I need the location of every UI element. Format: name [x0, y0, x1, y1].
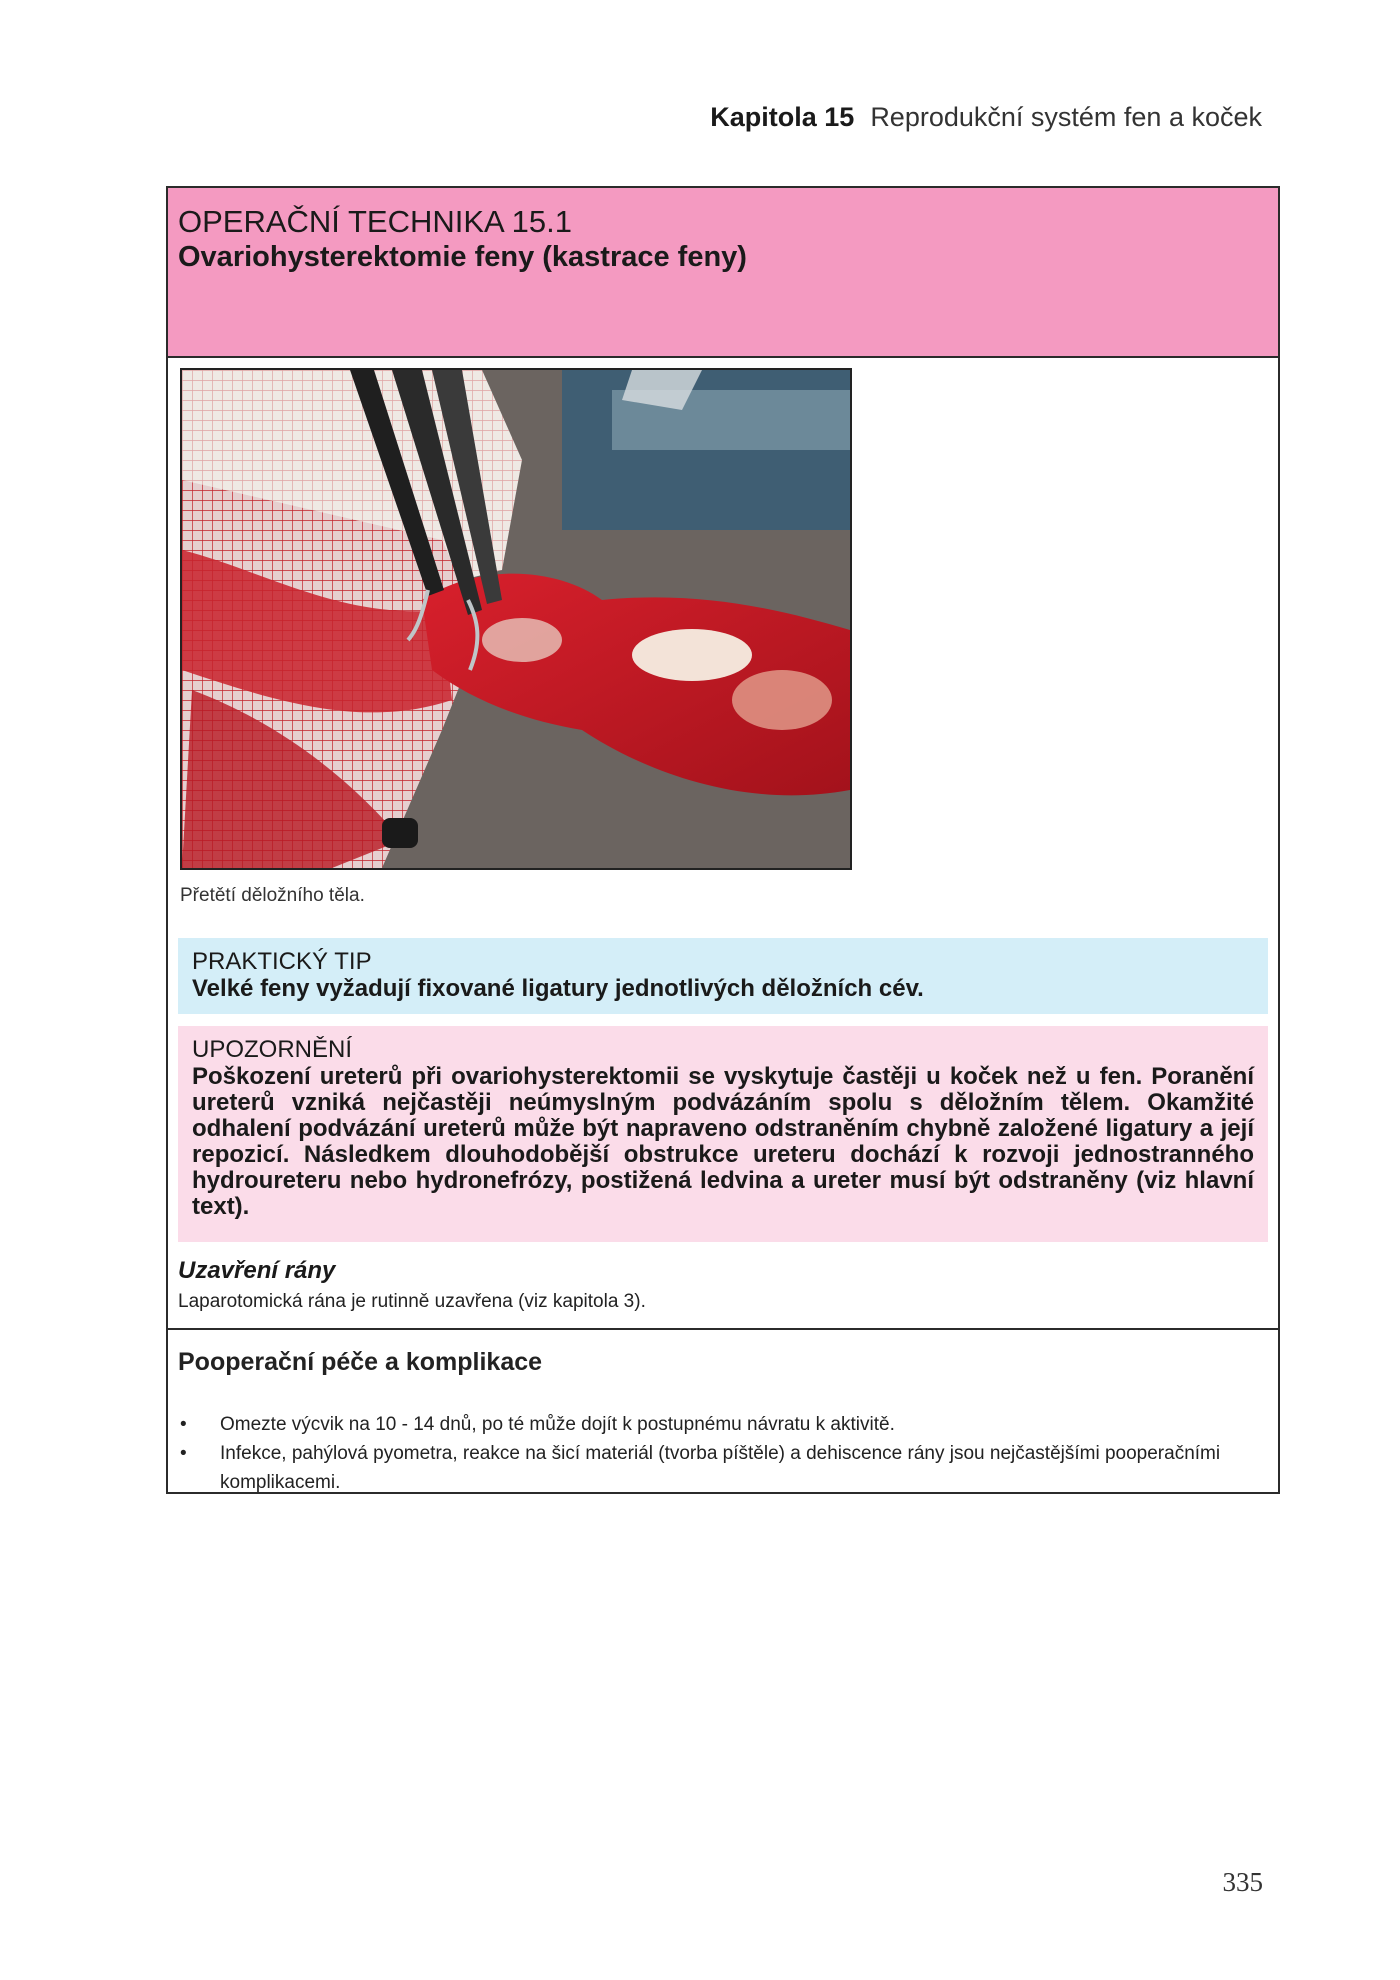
surgical-photo — [180, 368, 852, 870]
list-item-text: Infekce, pahýlová pyometra, reakce na šicí materiál (tvorba píštěle) a dehiscence rány jsou nejčastějšími pooperačními komplikacemi. — [220, 1443, 1221, 1493]
section-divider — [168, 1328, 1278, 1330]
figure-caption: Přetětí děložního těla. — [180, 885, 365, 906]
tip-text: Velké feny vyžadují fixované ligatury jednotlivých děložních cév. — [192, 975, 924, 1002]
technique-number: OPERAČNÍ TECHNIKA 15.1 — [178, 204, 572, 239]
page-number: 335 — [1222, 1867, 1263, 1897]
list-item — [178, 1410, 1258, 1439]
postop-list — [178, 1410, 1258, 1497]
list-item — [178, 1439, 1258, 1497]
practical-tip-box — [178, 938, 1268, 1014]
wound-closure-heading: Uzavření rány — [178, 1257, 336, 1284]
warning-label: UPOZORNĚNÍ — [192, 1036, 353, 1063]
warning-box — [178, 1026, 1268, 1242]
technique-subtitle: Ovariohysterektomie feny (kastrace feny) — [178, 241, 747, 273]
warning-text: Poškození ureterů při ovariohysterektomii se vyskytuje častěji u koček než u fen. Poranění ureterů vzniká nejčastěji neúmyslným podvázáním spolu s děložním tělem. Okamžité odhalení podvázání ureterů může být napraveno odstraněním chybně založené ligatury a její repozicí. Následkem dlouhodobější obstrukce ureteru dochází k rozvoji jednostranného hydroureteru nebo hydronefrózy, postižená ledvina a ureter musí být odstraněny (viz hlavní text). — [192, 1063, 1254, 1220]
list-item-text: Omezte výcvik na 10 - 14 dnů, po té může dojít k postupnému návratu k aktivitě. — [220, 1414, 895, 1435]
chapter-number: Kapitola 15 — [710, 102, 855, 132]
running-header — [710, 100, 1262, 134]
postop-heading: Pooperační péče a komplikace — [178, 1348, 543, 1376]
technique-header — [168, 188, 1278, 358]
tip-label: PRAKTICKÝ TIP — [192, 948, 372, 975]
bullet-icon: • — [180, 1414, 187, 1435]
bullet-icon: • — [180, 1443, 187, 1464]
wound-closure-text: Laparotomická rána je rutinně uzavřena (viz kapitola 3). — [178, 1291, 646, 1312]
chapter-title: Reprodukční systém fen a koček — [870, 102, 1262, 132]
operative-technique-box — [166, 186, 1280, 1494]
